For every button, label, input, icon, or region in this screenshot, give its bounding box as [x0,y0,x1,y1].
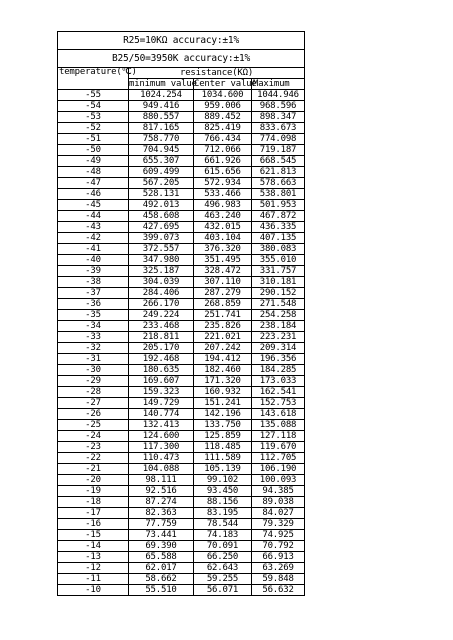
center-value-cell: 712.066 [194,145,252,156]
center-value-header: Center value [194,78,257,89]
temperature-cell: -50 [58,145,129,156]
maximum-value-cell: 209.314 [252,343,305,354]
minimum-value-cell: 58.662 [129,574,194,585]
temperature-cell: -24 [58,431,129,442]
table-row [58,376,305,387]
maximum-value-cell: 162.541 [252,387,305,398]
temperature-cell: -15 [58,530,129,541]
center-value-cell: 287.279 [194,288,252,299]
temperature-cell: -29 [58,376,129,387]
minimum-value-cell: 77.759 [129,519,194,530]
table-row [58,519,305,530]
temperature-cell: -32 [58,343,129,354]
minimum-value-cell: 567.205 [129,178,194,189]
minimum-value-cell: 817.165 [129,123,194,134]
center-value-cell: 111.589 [194,453,252,464]
table-row [58,277,305,288]
temperature-cell: -35 [58,310,129,321]
table-row [58,299,305,310]
center-value-cell: 432.015 [194,222,252,233]
table-row [58,585,305,596]
center-value-cell: 142.196 [194,409,252,420]
minimum-value-cell: 284.406 [129,288,194,299]
temperature-cell: -28 [58,387,129,398]
minimum-value-cell: 87.274 [129,497,194,508]
maximum-value-cell: 407.135 [252,233,305,244]
maximum-value-cell: 135.088 [252,420,305,431]
maximum-value-cell: 538.801 [252,189,305,200]
table-row [58,167,305,178]
temperature-cell: -17 [58,508,129,519]
center-value-cell: 463.240 [194,211,252,222]
center-value-cell: 221.021 [194,332,252,343]
center-value-cell: 133.750 [194,420,252,431]
maximum-value-cell: 66.913 [252,552,305,563]
temperature-cell: -36 [58,299,129,310]
center-value-cell: 74.183 [194,530,252,541]
center-value-cell: 66.250 [194,552,252,563]
center-value-cell: 376.320 [194,244,252,255]
maximum-value-cell: 501.953 [252,200,305,211]
minimum-value-cell: 104.088 [129,464,194,475]
center-value-cell: 328.472 [194,266,252,277]
table-row [58,123,305,134]
center-value-cell: 88.156 [194,497,252,508]
maximum-value-cell: 380.083 [252,244,305,255]
maximum-value-cell: 100.093 [252,475,305,486]
temperature-cell: -19 [58,486,129,497]
minimum-value-cell: 347.980 [129,255,194,266]
minimum-value-cell: 62.017 [129,563,194,574]
table-row [58,563,305,574]
resistance-header: resistance(KΩ) [129,68,305,79]
maximum-value-cell: 56.632 [252,585,305,596]
minimum-value-cell: 880.557 [129,112,194,123]
minimum-value-cell: 159.323 [129,387,194,398]
table-row [58,321,305,332]
table-row [58,409,305,420]
maximum-value-cell: 94.385 [252,486,305,497]
r25-accuracy-label: R25=10KΩ accuracy:±1% [58,32,305,50]
table-row [58,398,305,409]
table-row [58,233,305,244]
minimum-value-cell: 949.416 [129,101,194,112]
maximum-value-cell: 290.152 [252,288,305,299]
temperature-cell: -40 [58,255,129,266]
minimum-value-cell: 372.557 [129,244,194,255]
table-row [58,486,305,497]
temperature-cell: -49 [58,156,129,167]
table-row [58,453,305,464]
table-row [58,530,305,541]
maximum-value-cell: 621.813 [252,167,305,178]
center-value-cell: 160.932 [194,387,252,398]
maximum-value-cell: 331.757 [252,266,305,277]
minimum-value-cell: 249.224 [129,310,194,321]
center-value-cell: 572.934 [194,178,252,189]
table-row [58,431,305,442]
center-value-cell: 59.255 [194,574,252,585]
temperature-cell: -21 [58,464,129,475]
temperature-cell: -38 [58,277,129,288]
minimum-value-cell: 492.013 [129,200,194,211]
maximum-value-cell: 968.596 [252,101,305,112]
temperature-cell: -27 [58,398,129,409]
table-row [58,222,305,233]
center-value-cell: 118.485 [194,442,252,453]
center-value-cell: 959.006 [194,101,252,112]
table-row [58,112,305,123]
minimum-value-cell: 124.600 [129,431,194,442]
minimum-value-cell: 427.695 [129,222,194,233]
temperature-cell: -48 [58,167,129,178]
minimum-value-cell: 117.300 [129,442,194,453]
temperature-cell: -13 [58,552,129,563]
maximum-value-cell: 106.190 [252,464,305,475]
header-row-columns [58,68,305,79]
temperature-cell: -45 [58,200,129,211]
minimum-value-cell: 304.039 [129,277,194,288]
minimum-value-cell: 399.073 [129,233,194,244]
maximum-value-cell: 127.118 [252,431,305,442]
maximum-value-cell: 898.347 [252,112,305,123]
center-value-cell: 251.741 [194,310,252,321]
table-row [58,134,305,145]
minimum-value-cell: 149.729 [129,398,194,409]
temperature-cell: -54 [58,101,129,112]
maximum-value-cell: 184.285 [252,365,305,376]
minimum-value-cell: 218.811 [129,332,194,343]
table-row [58,365,305,376]
minimum-value-cell: 266.170 [129,299,194,310]
temperature-cell: -51 [58,134,129,145]
maximum-value-cell: 59.848 [252,574,305,585]
center-value-cell: 151.241 [194,398,252,409]
center-value-cell: 307.110 [194,277,252,288]
minimum-value-cell: 169.607 [129,376,194,387]
table-row [58,310,305,321]
temperature-cell: -18 [58,497,129,508]
maximum-value-cell: 254.258 [252,310,305,321]
maximum-value-cell: 79.329 [252,519,305,530]
minimum-value-cell: 655.307 [129,156,194,167]
maximum-value-cell: 355.010 [252,255,305,266]
minimum-value-cell: 82.363 [129,508,194,519]
temperature-header: temperature(℃) [58,68,129,90]
maximum-value-cell: 196.356 [252,354,305,365]
maximum-value-cell: 271.548 [252,299,305,310]
temperature-cell: -11 [58,574,129,585]
table-row [58,90,305,101]
maximum-value-cell: 173.033 [252,376,305,387]
maximum-value-cell: 89.038 [252,497,305,508]
table-row [58,288,305,299]
center-value-cell: 766.434 [194,134,252,145]
minimum-value-cell: 233.468 [129,321,194,332]
center-value-cell: 70.091 [194,541,252,552]
table-row [58,508,305,519]
header-row-b25 [58,50,305,68]
maximum-value-cell: 668.545 [252,156,305,167]
maximum-value-cell: 143.618 [252,409,305,420]
temperature-cell: -42 [58,233,129,244]
maximum-value-cell: 223.231 [252,332,305,343]
minimum-value-cell: 140.774 [129,409,194,420]
maximum-value-cell: 833.673 [252,123,305,134]
temperature-cell: -37 [58,288,129,299]
minimum-value-cell: 69.390 [129,541,194,552]
table-row [58,266,305,277]
header-row-r25 [58,32,305,50]
table-row [58,332,305,343]
table-row [58,574,305,585]
temperature-cell: -52 [58,123,129,134]
temperature-cell: -20 [58,475,129,486]
temperature-cell: -41 [58,244,129,255]
temperature-cell: -10 [58,585,129,596]
minimum-value-cell: 132.413 [129,420,194,431]
temperature-cell: -34 [58,321,129,332]
center-value-cell: 235.826 [194,321,252,332]
minimum-value-cell: 458.608 [129,211,194,222]
center-value-cell: 93.450 [194,486,252,497]
temperature-cell: -55 [58,90,129,101]
center-value-cell: 99.102 [194,475,252,486]
center-value-cell: 125.859 [194,431,252,442]
temperature-cell: -26 [58,409,129,420]
minimum-value-header: minimum value [129,78,197,89]
center-value-cell: 533.466 [194,189,252,200]
temperature-cell: -22 [58,453,129,464]
temperature-cell: -25 [58,420,129,431]
table-row [58,178,305,189]
center-value-cell: 351.495 [194,255,252,266]
temperature-cell: -47 [58,178,129,189]
minimum-value-cell: 528.131 [129,189,194,200]
minimum-value-cell: 180.635 [129,365,194,376]
temperature-cell: -43 [58,222,129,233]
center-value-cell: 615.656 [194,167,252,178]
table-row [58,387,305,398]
minimum-value-cell: 55.510 [129,585,194,596]
center-value-cell: 62.643 [194,563,252,574]
maximum-value-cell: 467.872 [252,211,305,222]
table-row [58,420,305,431]
table-row [58,475,305,486]
minimum-value-cell: 192.468 [129,354,194,365]
minimum-value-cell: 704.945 [129,145,194,156]
temperature-cell: -39 [58,266,129,277]
minimum-value-cell: 73.441 [129,530,194,541]
maximum-value-cell: 152.753 [252,398,305,409]
maximum-header: Maximum [252,79,305,90]
minimum-value-cell: 758.770 [129,134,194,145]
maximum-value-cell: 74.925 [252,530,305,541]
center-value-cell: 661.926 [194,156,252,167]
maximum-value-cell: 719.187 [252,145,305,156]
table-row [58,255,305,266]
table-row [58,497,305,508]
center-value-cell: 78.544 [194,519,252,530]
center-value-cell: 825.419 [194,123,252,134]
table-row [58,156,305,167]
minimum-value-cell: 110.473 [129,453,194,464]
maximum-value-cell: 238.184 [252,321,305,332]
table-row [58,552,305,563]
minimum-value-cell: 205.170 [129,343,194,354]
center-value-cell: 207.242 [194,343,252,354]
table-row [58,211,305,222]
maximum-value-cell: 774.098 [252,134,305,145]
table-row [58,541,305,552]
center-value-cell: 496.983 [194,200,252,211]
maximum-value-cell: 1044.946 [252,90,305,101]
minimum-value-cell: 609.499 [129,167,194,178]
table-row [58,101,305,112]
center-value-cell: 83.195 [194,508,252,519]
table-row [58,189,305,200]
center-value-cell: 268.859 [194,299,252,310]
table-row [58,354,305,365]
maximum-value-cell: 112.705 [252,453,305,464]
center-value-cell: 105.139 [194,464,252,475]
table-row [58,145,305,156]
temperature-cell: -46 [58,189,129,200]
table-row [58,244,305,255]
center-value-cell: 171.320 [194,376,252,387]
maximum-value-cell: 63.269 [252,563,305,574]
table-row [58,343,305,354]
center-value-cell: 182.460 [194,365,252,376]
temperature-cell: -33 [58,332,129,343]
resistance-table-body [58,32,305,596]
b25-accuracy-label: B25/50=3950K accuracy:±1% [58,50,305,68]
resistance-table [57,31,305,596]
temperature-cell: -16 [58,519,129,530]
center-value-cell: 403.104 [194,233,252,244]
minimum-value-cell: 65.588 [129,552,194,563]
center-value-cell: 56.071 [194,585,252,596]
temperature-cell: -30 [58,365,129,376]
center-value-cell: 889.452 [194,112,252,123]
maximum-value-cell: 119.670 [252,442,305,453]
temperature-cell: -14 [58,541,129,552]
maximum-value-cell: 84.027 [252,508,305,519]
center-value-cell: 194.412 [194,354,252,365]
minimum-value-cell: 92.516 [129,486,194,497]
temperature-cell: -23 [58,442,129,453]
minimum-value-cell: 98.111 [129,475,194,486]
table-row [58,442,305,453]
table-row [58,464,305,475]
temperature-cell: -44 [58,211,129,222]
maximum-value-cell: 436.335 [252,222,305,233]
minimum-value-cell: 325.187 [129,266,194,277]
temperature-cell: -12 [58,563,129,574]
minimum-value-cell: 1024.254 [129,90,194,101]
temperature-cell: -31 [58,354,129,365]
center-value-cell: 1034.600 [194,90,252,101]
maximum-value-cell: 310.181 [252,277,305,288]
temperature-cell: -53 [58,112,129,123]
maximum-value-cell: 578.663 [252,178,305,189]
maximum-value-cell: 70.792 [252,541,305,552]
table-row [58,200,305,211]
